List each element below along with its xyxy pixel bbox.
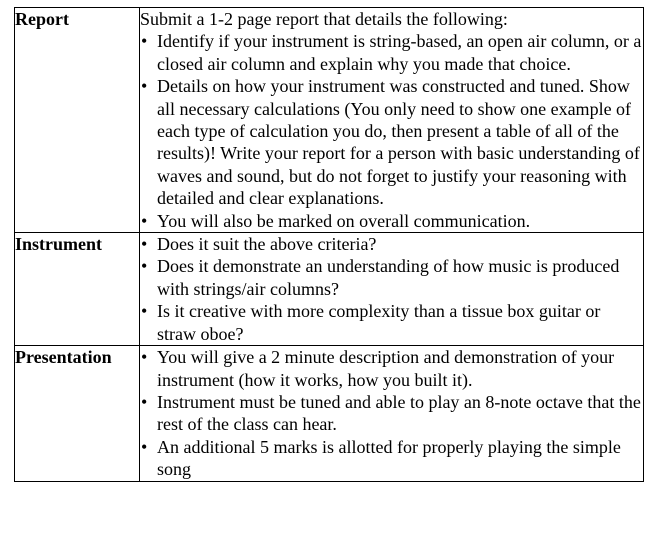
row-content — [140, 233, 644, 346]
bullet-list — [140, 346, 643, 480]
bullet-item: • Is it creative with more complexity than a tissue box guitar or straw oboe? — [140, 300, 643, 345]
bullet-item: • Identify if your instrument is string-based, an open air column, or a closed air column and explain why you made that choice. — [140, 30, 643, 75]
rubric-row-report — [15, 8, 644, 233]
bullet-item: • Details on how your instrument was constructed and tuned. Show all necessary calculations (You only need to show one example of each type of calculation you do, then present a table of all of the results)! Write your report for a person with basic understanding of waves and sound, but do not forget to justify your reasoning with detailed and clear explanations. — [140, 75, 643, 209]
bullet-item: • An additional 5 marks is allotted for properly playing the simple song — [140, 436, 643, 481]
row-label: Presentation — [15, 346, 140, 481]
row-label: Report — [15, 8, 140, 233]
bullet-item: • You will give a 2 minute description and demonstration of your instrument (how it works, how you built it). — [140, 346, 643, 391]
rubric-row-instrument — [15, 233, 644, 346]
row-intro: Submit a 1-2 page report that details the following: — [140, 9, 508, 29]
row-content — [140, 346, 644, 481]
row-label: Instrument — [15, 233, 140, 346]
bullet-item: • Instrument must be tuned and able to play an 8-note octave that the rest of the class can hear. — [140, 391, 643, 436]
bullet-list — [140, 30, 643, 232]
row-content — [140, 8, 644, 233]
bullet-item: • Does it suit the above criteria? — [140, 233, 643, 255]
bullet-item: • Does it demonstrate an understanding of how music is produced with strings/air columns? — [140, 255, 643, 300]
bullet-list — [140, 233, 643, 345]
rubric-row-presentation — [15, 346, 644, 481]
bullet-item: • You will also be marked on overall communication. — [140, 210, 643, 232]
rubric-table — [14, 7, 644, 482]
